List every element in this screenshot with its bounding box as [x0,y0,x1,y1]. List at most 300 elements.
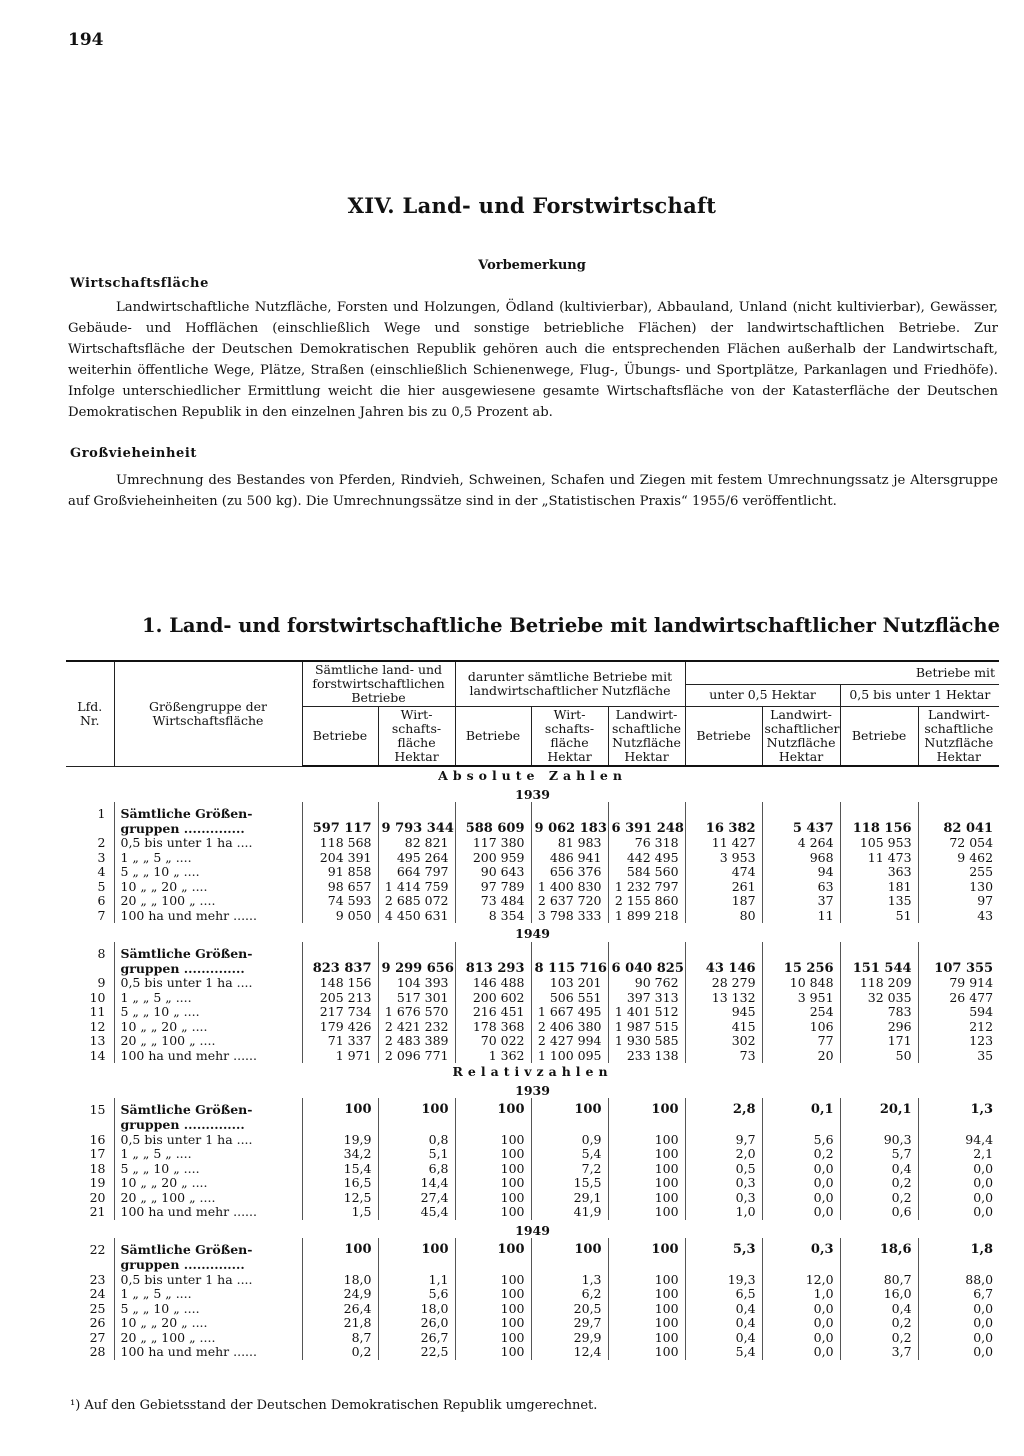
table-cell: 63 [762,880,840,895]
table-cell: 216 451 [455,1005,531,1020]
table-cell: 0,9 [531,1133,608,1148]
row-label: 20 „ „ 100 „ .... [114,1034,302,1049]
table-cell [840,807,918,822]
table-cell: 20,1 [840,1103,918,1118]
table-cell: 100 [608,1273,685,1288]
table-cell: 474 [685,865,762,880]
table-cell: 8 354 [455,909,531,924]
table-cell: 100 [455,1331,531,1346]
row-number: 19 [89,1176,106,1191]
section-heading-wirtschaftsflaeche: Wirtschaftsfläche [70,276,209,291]
table-cell: 100 [608,1205,685,1220]
table-cell: 16,5 [302,1176,378,1191]
table-cell: 118 156 [840,822,918,837]
table-cell: 0,4 [685,1302,762,1317]
table-cell: 88,0 [918,1273,999,1288]
table-cell: 5 437 [762,822,840,837]
table-cell: 80 [685,909,762,924]
table-cell: 486 941 [531,851,608,866]
year-label: 1949 [515,926,550,942]
table-cell: 32 035 [840,991,918,1006]
table-cell: 0,0 [918,1176,999,1191]
table-cell: 1 930 585 [608,1034,685,1049]
table-cell: 0,0 [762,1331,840,1346]
table-cell: 6,2 [531,1287,608,1302]
row-number: 27 [89,1330,106,1345]
table-cell [302,1118,378,1133]
table-cell: 5,6 [378,1287,455,1302]
table-cell: 200 959 [455,851,531,866]
table-cell: 8 115 716 [531,962,608,977]
table-cell [455,1118,531,1133]
table-cell: 117 380 [455,836,531,851]
table-cell [531,1118,608,1133]
row-label: 5 „ „ 10 „ .... [114,1005,302,1020]
table-cell: 5,4 [685,1345,762,1360]
table-cell: 2,1 [918,1147,999,1162]
header-lnf-1: Landwirt-schaftliche Nutzfläche Hektar [608,707,685,767]
table-cell: 2,0 [685,1147,762,1162]
table-cell: 15,5 [531,1176,608,1191]
row-label: 0,5 bis unter 1 ha .... [114,1133,302,1148]
row-label: 20 „ „ 100 „ .... [114,1331,302,1346]
row-number: 10 [89,990,106,1005]
table-cell: 171 [840,1034,918,1049]
table-cell [378,1118,455,1133]
table-cell: 100 [455,1103,531,1118]
table-cell: 2 427 994 [531,1034,608,1049]
table-cell: 813 293 [455,962,531,977]
row-number: 5 [97,879,106,894]
table-cell: 135 [840,894,918,909]
section-text-wirtschaftsflaeche: Landwirtschaftliche Nutzfläche, Forsten und Holzungen, Ödland (kultivierbar), Abbauland, Unland (nicht kultivierbar), Gewässer, Gebäude- und Hofflächen (einschließlich Wege und sonstige betriebliche Flächen) der landwirtschaftlichen Betriebe. Zur Wirtschaftsfläche der Deutschen Demokratischen Republik gehören auch die entsprechenden Flächen außerhalb der Landwirtschaft, weiterhin öffentliche Wege, Plätze, Straßen (einschließlich Schienenwege, Flug-, Übungs- und Sportplätze, Parkanlagen und Friedhöfe). Infolge unterschiedlicher Ermittlung weicht die hier ausgewiesene gesamte Wirtschaftsfläche von der Katasterfläche der Deutschen Demokratischen Republik in den einzelnen Jahren bis zu 0,5 Prozent ab. [68,300,998,420]
table-cell: 178 368 [455,1020,531,1035]
table-cell: 18,6 [840,1243,918,1258]
row-label: 20 „ „ 100 „ .... [114,1191,302,1206]
table-cell: 296 [840,1020,918,1035]
table-cell: 100 [608,1345,685,1360]
table-cell: 79 914 [918,976,999,991]
table-cell: 100 [608,1133,685,1148]
table-cell [685,807,762,822]
header-wirtschaftsflaeche-2: Wirt-schafts-fläche Hektar [531,707,608,767]
table-cell [840,1118,918,1133]
table-cell: 823 837 [302,962,378,977]
row-label: 1 „ „ 5 „ .... [114,991,302,1006]
table-cell [302,947,378,962]
table-cell [378,807,455,822]
row-label: 1 „ „ 5 „ .... [114,1147,302,1162]
footnote: ¹) Auf den Gebietsstand der Deutschen Demokratischen Republik umgerechnet. [70,1398,598,1413]
header-betriebe-4: Betriebe [840,707,918,767]
table-row [66,1020,999,1035]
table-cell: 584 560 [608,865,685,880]
header-groessengruppe: Größengruppe der Wirtschaftsfläche [114,661,302,766]
table-cell: 0,0 [918,1205,999,1220]
section-label-row [66,766,999,784]
row-number: 2 [97,836,106,851]
table-cell: 12,5 [302,1191,378,1206]
table-row [66,1034,999,1049]
table-cell: 4 264 [762,836,840,851]
table-cell: 26,0 [378,1316,455,1331]
table-row [66,1287,999,1302]
row-label: 100 ha und mehr ...... [114,909,302,924]
table-cell: 0,0 [762,1191,840,1206]
table-cell: 0,0 [762,1205,840,1220]
table-cell: 363 [840,865,918,880]
table-cell: 495 264 [378,851,455,866]
row-number: 15 [89,1103,106,1118]
table-cell [840,1258,918,1273]
table-cell: 1 400 830 [531,880,608,895]
table-cell: 100 [455,1162,531,1177]
section-label: Absolute Zahlen [438,768,627,783]
table-cell: 19,3 [685,1273,762,1288]
header-betriebe-1: Betriebe [302,707,378,767]
row-label: 10 „ „ 20 „ .... [114,1176,302,1191]
table-cell: 34,2 [302,1147,378,1162]
row-number: 24 [89,1287,106,1302]
table-cell: 0,8 [378,1133,455,1148]
row-label: 0,5 bis unter 1 ha .... [114,836,302,851]
row-number: 3 [97,850,106,865]
row-number: 22 [89,1243,106,1258]
table-row [66,1176,999,1191]
table-cell: 0,0 [918,1162,999,1177]
table-cell: 16 382 [685,822,762,837]
table-cell [918,1258,999,1273]
table-cell: 35 [918,1049,999,1064]
table-cell: 1,1 [378,1273,455,1288]
section-text-grossvieheinheit: Umrechnung des Bestandes von Pferden, Rindvieh, Schweinen, Schafen und Ziegen mit festem Umrechnungssatz je Altersgruppe auf Großvieheinheiten (zu 500 kg). Die Umrechnungssätze sind in der „Statistischen Praxis“ 1955/6 veröffentlicht. [68,473,998,509]
row-number: 13 [89,1034,106,1049]
table-row [66,1147,999,1162]
header-betriebe-3: Betriebe [685,707,762,767]
table-cell: 0,2 [762,1147,840,1162]
row-label: 10 „ „ 20 „ .... [114,1316,302,1331]
table-cell: 98 657 [302,880,378,895]
table-cell: 2 421 232 [378,1020,455,1035]
row-label: Sämtliche Größen- [114,1243,302,1258]
table-cell: 0,0 [762,1302,840,1317]
table-cell: 100 [455,1147,531,1162]
table-cell: 0,0 [918,1316,999,1331]
table-cell: 1 232 797 [608,880,685,895]
table-cell [685,1118,762,1133]
table-cell: 255 [918,865,999,880]
table-cell: 73 [685,1049,762,1064]
table-cell: 1,8 [918,1243,999,1258]
row-number: 18 [89,1161,106,1176]
table-cell: 4 450 631 [378,909,455,924]
table-row [66,880,999,895]
table-cell [685,947,762,962]
table-cell: 1 414 759 [378,880,455,895]
table-row [66,894,999,909]
row-number: 12 [89,1019,106,1034]
table-cell: 100 [455,1191,531,1206]
row-label: 10 „ „ 20 „ .... [114,880,302,895]
table-cell: 29,1 [531,1191,608,1206]
table-cell: 1 676 570 [378,1005,455,1020]
table-cell: 212 [918,1020,999,1035]
table-cell: 100 [608,1302,685,1317]
table-cell: 0,0 [762,1162,840,1177]
table-cell: 118 568 [302,836,378,851]
table-cell: 15,4 [302,1162,378,1177]
table-cell: 12,4 [531,1345,608,1360]
table-row [66,851,999,866]
row-label: Sämtliche Größen- [114,947,302,962]
table-cell: 50 [840,1049,918,1064]
row-label: gruppen .............. [114,962,302,977]
table-cell: 783 [840,1005,918,1020]
table-cell: 100 [455,1287,531,1302]
table-cell: 97 789 [455,880,531,895]
table-cell: 100 [608,1191,685,1206]
section-label-row [66,1063,999,1080]
table-cell [918,947,999,962]
table-cell: 77 [762,1034,840,1049]
table-row [66,1103,999,1118]
row-label: 5 „ „ 10 „ .... [114,865,302,880]
table-cell: 100 [378,1103,455,1118]
table-cell: 9 793 344 [378,822,455,837]
table-cell: 588 609 [455,822,531,837]
table-cell: 100 [608,1243,685,1258]
table-cell: 0,4 [685,1316,762,1331]
table-cell: 43 146 [685,962,762,977]
table-title: 1. Land- und forstwirtschaftliche Betriebe mit landwirtschaftlicher Nutzfläche [142,614,1000,637]
table-cell: 3,7 [840,1345,918,1360]
table-cell: 0,2 [840,1176,918,1191]
table-cell: 105 953 [840,836,918,851]
table-cell: 5,3 [685,1243,762,1258]
table-cell: 1,0 [685,1205,762,1220]
table-cell: 6,7 [918,1287,999,1302]
table-row [66,1118,999,1133]
table-cell: 90 643 [455,865,531,880]
table-cell: 148 156 [302,976,378,991]
table-cell: 0,2 [302,1345,378,1360]
table-cell: 90,3 [840,1133,918,1148]
row-label: 10 „ „ 20 „ .... [114,1020,302,1035]
table-cell [302,1258,378,1273]
table-cell: 19,9 [302,1133,378,1148]
table-cell: 106 [762,1020,840,1035]
table-cell: 179 426 [302,1020,378,1035]
table-cell: 100 [378,1243,455,1258]
table-cell: 27,4 [378,1191,455,1206]
row-number: 21 [89,1205,106,1220]
row-label: 0,5 bis unter 1 ha .... [114,976,302,991]
table-cell: 11 427 [685,836,762,851]
row-number: 17 [89,1147,106,1162]
table-cell: 94 [762,865,840,880]
table-cell: 100 [608,1147,685,1162]
table-cell: 945 [685,1005,762,1020]
table-cell: 81 983 [531,836,608,851]
table-cell: 664 797 [378,865,455,880]
table-cell: 43 [918,909,999,924]
table-cell: 11 [762,909,840,924]
row-label: Sämtliche Größen- [114,1103,302,1118]
table-cell [762,947,840,962]
header-betriebe-2: Betriebe [455,707,531,767]
table-cell: 0,3 [762,1243,840,1258]
table-cell [608,1118,685,1133]
header-wirtschaftsflaeche-1: Wirt-schafts-fläche Hektar [378,707,455,767]
table-cell: 146 488 [455,976,531,991]
row-number: 6 [97,894,106,909]
row-number: 23 [89,1272,106,1287]
table-cell: 5,6 [762,1133,840,1148]
table-cell: 100 [608,1287,685,1302]
table-row [66,1345,999,1360]
table-cell: 302 [685,1034,762,1049]
chapter-title: XIV. Land- und Forstwirtschaft [347,193,717,218]
table-cell: 80,7 [840,1273,918,1288]
table-cell: 29,7 [531,1316,608,1331]
table-cell [685,1258,762,1273]
table-cell: 18,0 [302,1273,378,1288]
table-row [66,1133,999,1148]
table-row [66,1243,999,1258]
table-cell: 28 279 [685,976,762,991]
section-label: Relativzahlen [452,1064,613,1080]
row-label: 0,5 bis unter 1 ha .... [114,1273,302,1288]
table-cell: 9 050 [302,909,378,924]
table-cell: 517 301 [378,991,455,1006]
table-cell [455,1258,531,1273]
table-cell: 2 637 720 [531,894,608,909]
table-cell: 181 [840,880,918,895]
table-cell: 1 401 512 [608,1005,685,1020]
year-label-row [66,923,999,942]
table-cell: 0,0 [918,1302,999,1317]
table-cell: 3 953 [685,851,762,866]
table-cell: 100 [608,1316,685,1331]
table-cell [918,807,999,822]
table-row [66,1049,999,1064]
table-cell: 0,0 [762,1345,840,1360]
table-row [66,1258,999,1273]
table-cell: 100 [455,1176,531,1191]
table-cell: 1 971 [302,1049,378,1064]
table-cell: 15 256 [762,962,840,977]
table-cell: 104 393 [378,976,455,991]
table-cell: 0,6 [840,1205,918,1220]
header-betriebe-mit: Betriebe mit [685,661,999,684]
year-label: 1949 [515,1222,550,1238]
row-number [66,822,114,837]
year-label-row [66,1220,999,1239]
table-cell: 1 987 515 [608,1020,685,1035]
table-cell: 74 593 [302,894,378,909]
table-cell: 0,3 [685,1191,762,1206]
table-cell: 100 [455,1316,531,1331]
table-cell: 130 [918,880,999,895]
table-row [66,1205,999,1220]
row-number: 7 [97,908,106,923]
table-cell: 45,4 [378,1205,455,1220]
table-cell: 100 [455,1302,531,1317]
year-label: 1939 [515,1082,550,1098]
row-label: gruppen .............. [114,1258,302,1273]
table-cell: 123 [918,1034,999,1049]
row-label: 100 ha und mehr ...... [114,1205,302,1220]
table-cell: 26,7 [378,1331,455,1346]
table-cell: 5,4 [531,1147,608,1162]
table-cell: 82 821 [378,836,455,851]
table-cell: 8,7 [302,1331,378,1346]
row-number: 9 [97,976,106,991]
row-label: 100 ha und mehr ...... [114,1049,302,1064]
row-number: 4 [97,865,106,880]
table-cell: 968 [762,851,840,866]
row-number: 14 [89,1048,106,1063]
table-cell: 5,1 [378,1147,455,1162]
table-cell: 9 462 [918,851,999,866]
table-row [66,836,999,851]
row-number: 20 [89,1190,106,1205]
table-cell: 29,9 [531,1331,608,1346]
table-cell [378,1258,455,1273]
table-row [66,976,999,991]
table-cell: 100 [455,1133,531,1148]
table-cell: 12,0 [762,1273,840,1288]
header-lnf-3: Landwirt-schaftliche Nutzfläche Hektar [918,707,999,767]
row-label: 5 „ „ 10 „ .... [114,1162,302,1177]
table-cell: 100 [455,1205,531,1220]
row-number: 16 [89,1132,106,1147]
table-cell: 0,0 [918,1191,999,1206]
row-number: 26 [89,1316,106,1331]
table-cell: 0,2 [840,1191,918,1206]
table-cell: 9 062 183 [531,822,608,837]
table-cell: 0,2 [840,1316,918,1331]
table-cell [455,807,531,822]
table-cell: 254 [762,1005,840,1020]
year-label-row [66,1080,999,1099]
statistics-table [66,660,999,1360]
table-row [66,991,999,1006]
table-row [66,1191,999,1206]
table-cell: 97 [918,894,999,909]
table-cell: 2 096 771 [378,1049,455,1064]
row-label: 5 „ „ 10 „ .... [114,1302,302,1317]
row-label: Sämtliche Größen- [114,807,302,822]
table-cell: 24,9 [302,1287,378,1302]
table-cell: 594 [918,1005,999,1020]
table-cell: 1 362 [455,1049,531,1064]
table-row [66,909,999,924]
header-lnf-2: Landwirt-schaftlicher Nutzfläche Hektar [762,707,840,767]
table-cell: 151 544 [840,962,918,977]
table-cell [608,947,685,962]
table-cell [531,947,608,962]
header-lfd-nr: Lfd. Nr. [66,661,114,766]
table-cell: 442 495 [608,851,685,866]
table-cell: 0,3 [685,1176,762,1191]
table-cell [762,807,840,822]
table-cell: 94,4 [918,1133,999,1148]
table-cell: 597 117 [302,822,378,837]
table-cell: 0,4 [685,1331,762,1346]
table-cell: 37 [762,894,840,909]
table-cell: 13 132 [685,991,762,1006]
